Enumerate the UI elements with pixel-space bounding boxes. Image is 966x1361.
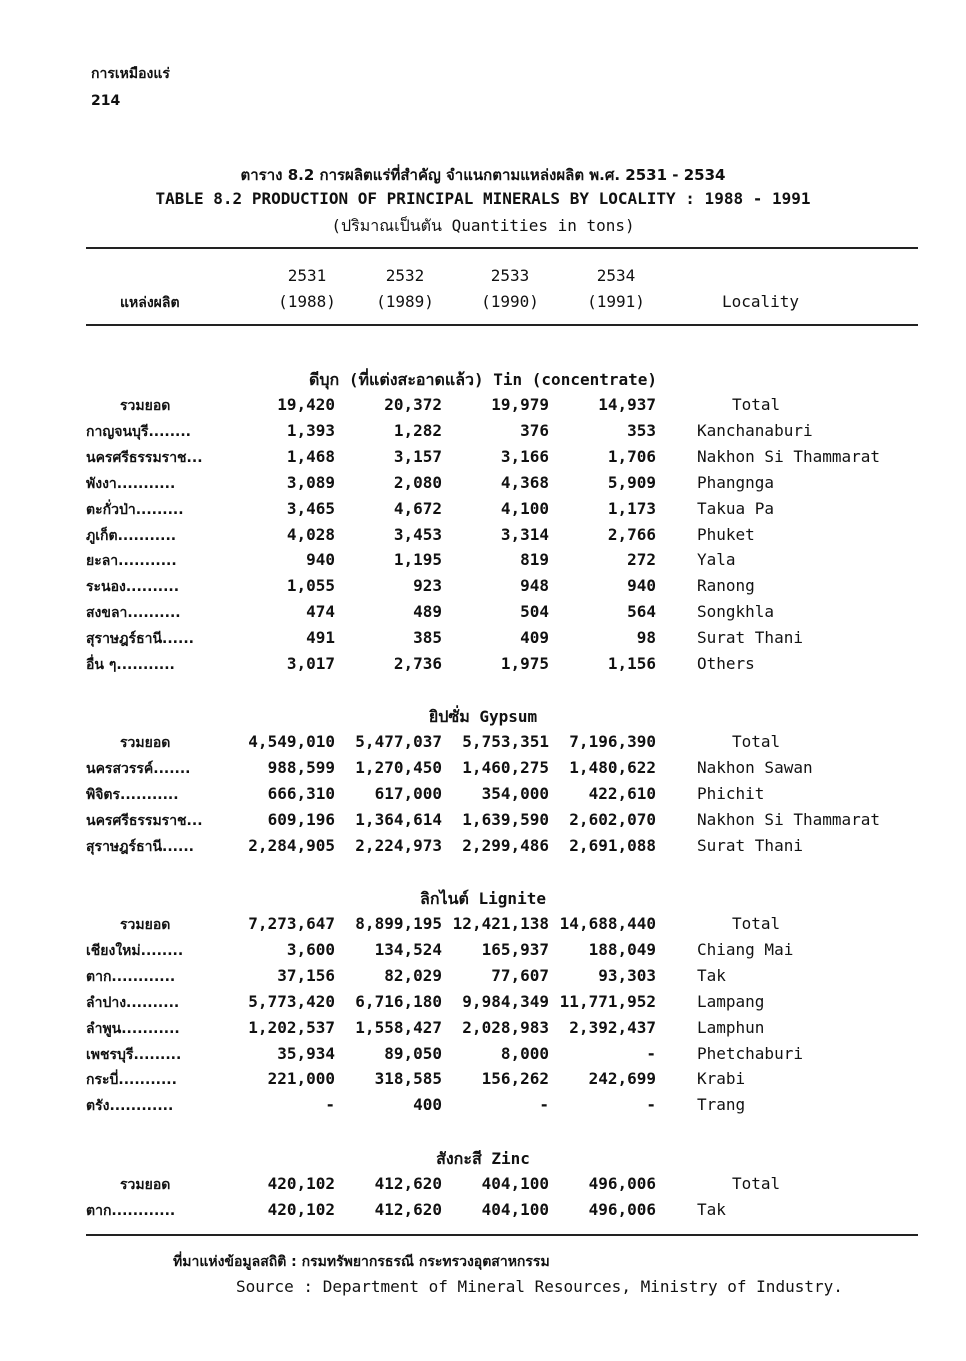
table-row — [0, 654, 966, 680]
value-cell: - — [646, 1043, 656, 1063]
english-locality-name: Total — [732, 395, 781, 414]
value-cell: 4,100 — [500, 498, 549, 518]
english-locality-name: Tak — [697, 965, 726, 985]
thai-locality-name: กาญจนบุรี........ — [86, 423, 191, 440]
col-thai-locality: แหล่งผลิต — [120, 295, 180, 311]
english-locality-name: Takua Pa — [697, 498, 775, 518]
value-cell: 2,691,088 — [569, 835, 656, 855]
english-locality-name: Phichit — [697, 783, 765, 803]
value-cell: 1,468 — [286, 446, 335, 466]
english-locality-name: Total — [732, 732, 781, 751]
table-row-total — [0, 1174, 966, 1200]
value-cell: 1,173 — [607, 498, 656, 518]
english-locality-name: Kanchanaburi — [697, 420, 813, 440]
source-thai: ที่มาแห่งข้อมูลสถิติ : กรมทรัพยากรธรณี กระทรวงอุตสาหกรรม — [173, 1254, 550, 1270]
value-cell: 940 — [627, 576, 656, 596]
thai-locality-name: ลำพูน........... — [86, 1020, 180, 1037]
value-cell: 11,771,952 — [559, 991, 656, 1011]
value-cell: 1,706 — [607, 446, 656, 466]
thai-locality-name: สงขลา.......... — [86, 605, 181, 622]
value-cell: 4,672 — [393, 498, 442, 518]
value-cell: 3,157 — [393, 446, 442, 466]
col-2531: 2531 — [287, 266, 327, 285]
thai-locality-name: นครศรีธรรมราช... — [86, 449, 203, 466]
section-title: สังกะสี Zinc — [436, 1149, 530, 1168]
english-locality-name: Phuket — [697, 524, 755, 544]
value-cell: 564 — [627, 602, 656, 622]
section-title: ลิกไนต์ Lignite — [420, 889, 546, 908]
table-row — [0, 628, 966, 654]
value-cell: 9,984,349 — [462, 991, 549, 1011]
value-cell: 7,196,390 — [569, 732, 656, 751]
value-cell: 98 — [636, 628, 656, 648]
page-number: 214 — [91, 93, 121, 109]
table-row — [0, 1069, 966, 1095]
table-row — [0, 1044, 966, 1070]
thai-locality-name: ตาก............ — [86, 968, 176, 985]
value-cell: 8,899,195 — [355, 914, 442, 933]
value-cell: 2,392,437 — [569, 1017, 656, 1037]
value-cell: 93,303 — [598, 965, 656, 985]
col-2534: 2534 — [596, 266, 636, 285]
top-rule — [86, 247, 918, 249]
thai-locality-name: เพชรบุรี......... — [86, 1046, 182, 1063]
value-cell: 272 — [627, 550, 656, 570]
table-row — [0, 473, 966, 499]
value-cell: 353 — [627, 420, 656, 440]
value-cell: 2,299,486 — [462, 835, 549, 855]
table-row — [0, 836, 966, 862]
value-cell: 8,000 — [500, 1043, 549, 1063]
thai-locality-name: รวมยอด — [120, 1177, 171, 1193]
english-locality-name: Tak — [697, 1199, 726, 1219]
value-cell: 318,585 — [374, 1069, 442, 1089]
table-row — [0, 602, 966, 628]
english-locality-name: Surat Thani — [697, 835, 803, 855]
value-cell: 404,100 — [481, 1174, 549, 1193]
value-cell: 3,600 — [286, 939, 335, 959]
thai-locality-name: กระบี่........... — [86, 1072, 177, 1089]
value-cell: 2,766 — [607, 524, 656, 544]
english-locality-name: Phangnga — [697, 472, 775, 492]
value-cell: 5,773,420 — [248, 991, 335, 1011]
value-cell: 385 — [413, 628, 442, 648]
value-cell: 134,524 — [374, 939, 442, 959]
value-cell: 354,000 — [481, 783, 549, 803]
value-cell: 409 — [520, 628, 549, 648]
value-cell: 242,699 — [588, 1069, 656, 1089]
thai-locality-name: ยะลา........... — [86, 553, 177, 570]
table-row — [0, 966, 966, 992]
value-cell: 420,102 — [267, 1199, 335, 1219]
value-cell: 400 — [413, 1095, 442, 1115]
value-cell: 2,736 — [393, 654, 442, 673]
table-units: (ปริมาณเป็นตัน Quantities in tons) — [331, 216, 635, 235]
value-cell: 14,688,440 — [559, 914, 656, 933]
value-cell: 420,102 — [267, 1174, 335, 1193]
english-locality-name: Nakhon Si Thammarat — [697, 446, 881, 466]
value-cell: - — [646, 1095, 656, 1115]
table-row — [0, 784, 966, 810]
value-cell: 923 — [413, 576, 442, 596]
col-1988: (1988) — [278, 292, 336, 311]
table-row — [0, 499, 966, 525]
value-cell: 1,195 — [393, 550, 442, 570]
thai-locality-name: นครสวรรค์....... — [86, 760, 191, 777]
value-cell: 1,270,450 — [355, 757, 442, 777]
value-cell: 1,558,427 — [355, 1017, 442, 1037]
header-rule — [86, 324, 918, 326]
thai-locality-name: พิจิตร........... — [86, 786, 179, 803]
english-locality-name: Lampang — [697, 991, 765, 1011]
table-row — [0, 1018, 966, 1044]
value-cell: 3,465 — [286, 498, 335, 518]
value-cell: 19,420 — [277, 395, 335, 414]
value-cell: 1,055 — [286, 576, 335, 596]
table-row — [0, 421, 966, 447]
english-locality-name: Surat Thani — [697, 628, 803, 648]
thai-locality-name: ลำปาง.......... — [86, 994, 180, 1011]
thai-locality-name: ตรัง............ — [86, 1098, 174, 1115]
value-cell: 82,029 — [384, 965, 442, 985]
value-cell: 19,979 — [491, 395, 549, 414]
value-cell: 617,000 — [374, 783, 442, 803]
value-cell: 12,421,138 — [452, 914, 549, 933]
value-cell: 3,453 — [393, 524, 442, 544]
bottom-rule — [86, 1234, 918, 1236]
english-locality-name: Total — [732, 1174, 781, 1193]
english-locality-name: Trang — [697, 1095, 746, 1115]
value-cell: 1,480,622 — [569, 757, 656, 777]
value-cell: 5,477,037 — [355, 732, 442, 751]
value-cell: 1,156 — [607, 654, 656, 673]
value-cell: 2,080 — [393, 472, 442, 492]
table-row — [0, 810, 966, 836]
value-cell: - — [325, 1095, 335, 1115]
value-cell: 1,364,614 — [355, 809, 442, 829]
value-cell: 165,937 — [481, 939, 549, 959]
value-cell: 37,156 — [277, 965, 335, 985]
value-cell: 89,050 — [384, 1043, 442, 1063]
value-cell: 77,607 — [491, 965, 549, 985]
value-cell: 2,602,070 — [569, 809, 656, 829]
value-cell: 3,017 — [286, 654, 335, 673]
value-cell: 20,372 — [384, 395, 442, 414]
table-row — [0, 992, 966, 1018]
value-cell: 5,909 — [607, 472, 656, 492]
value-cell: 988,599 — [267, 757, 335, 777]
value-cell: 496,006 — [588, 1174, 656, 1193]
value-cell: 4,368 — [500, 472, 549, 492]
english-locality-name: Nakhon Sawan — [697, 757, 813, 777]
value-cell: 412,620 — [374, 1174, 442, 1193]
value-cell: 1,202,537 — [248, 1017, 335, 1037]
table-row — [0, 447, 966, 473]
thai-locality-name: อื่น ๆ........... — [86, 657, 175, 673]
value-cell: 940 — [306, 550, 335, 570]
table-row-total — [0, 395, 966, 421]
value-cell: 14,937 — [598, 395, 656, 414]
value-cell: 156,262 — [481, 1069, 549, 1089]
english-locality-name: Total — [732, 914, 781, 933]
table-row — [0, 576, 966, 602]
value-cell: 1,460,275 — [462, 757, 549, 777]
value-cell: 489 — [413, 602, 442, 622]
english-locality-name: Lamphun — [697, 1017, 765, 1037]
table-row — [0, 940, 966, 966]
english-locality-name: Others — [697, 654, 755, 673]
value-cell: 422,610 — [588, 783, 656, 803]
col-2533: 2533 — [490, 266, 530, 285]
value-cell: 221,000 — [267, 1069, 335, 1089]
thai-locality-name: รวมยอด — [120, 917, 171, 933]
english-locality-name: Krabi — [697, 1069, 746, 1089]
thai-locality-name: สุราษฎร์ธานี...... — [86, 631, 194, 648]
page-header-title: การเหมืองแร่ — [91, 66, 170, 82]
value-cell: 948 — [520, 576, 549, 596]
table-row — [0, 758, 966, 784]
value-cell: 819 — [520, 550, 549, 570]
value-cell: 412,620 — [374, 1199, 442, 1219]
col-1991: (1991) — [587, 292, 645, 311]
thai-locality-name: พังงา........... — [86, 475, 176, 492]
table-row — [0, 1095, 966, 1121]
english-locality-name: Ranong — [697, 576, 755, 596]
col-1989: (1989) — [376, 292, 434, 311]
value-cell: 491 — [306, 628, 335, 648]
thai-locality-name: นครศรีธรรมราช... — [86, 812, 203, 829]
value-cell: - — [539, 1095, 549, 1115]
value-cell: 666,310 — [267, 783, 335, 803]
value-cell: 7,273,647 — [248, 914, 335, 933]
thai-locality-name: เชียงใหม่........ — [86, 942, 184, 959]
thai-locality-name: ตะกั่วป่า......... — [86, 501, 184, 518]
col-locality: Locality — [722, 292, 800, 311]
value-cell: 2,224,973 — [355, 835, 442, 855]
value-cell: 6,716,180 — [355, 991, 442, 1011]
table-row-total — [0, 914, 966, 940]
value-cell: 496,006 — [588, 1199, 656, 1219]
value-cell: 2,028,983 — [462, 1017, 549, 1037]
thai-locality-name: ตาก............ — [86, 1202, 176, 1219]
value-cell: 474 — [306, 602, 335, 622]
thai-locality-name: สุราษฎร์ธานี...... — [86, 838, 194, 855]
col-1990: (1990) — [481, 292, 539, 311]
value-cell: 609,196 — [267, 809, 335, 829]
table-row — [0, 525, 966, 551]
value-cell: 188,049 — [588, 939, 656, 959]
value-cell: 1,282 — [393, 420, 442, 440]
value-cell: 4,028 — [286, 524, 335, 544]
thai-locality-name: รวมยอด — [120, 398, 171, 414]
value-cell: 35,934 — [277, 1043, 335, 1063]
english-locality-name: Nakhon Si Thammarat — [697, 809, 881, 829]
table-title-english: TABLE 8.2 PRODUCTION OF PRINCIPAL MINERALS BY LOCALITY : 1988 - 1991 — [155, 189, 811, 208]
value-cell: 2,284,905 — [248, 835, 335, 855]
value-cell: 3,314 — [500, 524, 549, 544]
value-cell: 1,975 — [500, 654, 549, 673]
english-locality-name: Yala — [697, 550, 736, 570]
source-english: Source : Department of Mineral Resources, Ministry of Industry. — [236, 1277, 843, 1296]
table-row — [0, 550, 966, 576]
value-cell: 3,089 — [286, 472, 335, 492]
value-cell: 376 — [520, 420, 549, 440]
value-cell: 404,100 — [481, 1199, 549, 1219]
value-cell: 3,166 — [500, 446, 549, 466]
value-cell: 1,393 — [286, 420, 335, 440]
value-cell: 504 — [520, 602, 549, 622]
english-locality-name: Phetchaburi — [697, 1043, 803, 1063]
table-title-thai: ตาราง 8.2 การผลิตแร่ที่สำคัญ จำแนกตามแหล่งผลิต พ.ศ. 2531 - 2534 — [240, 166, 726, 184]
english-locality-name: Chiang Mai — [697, 939, 794, 959]
value-cell: 1,639,590 — [462, 809, 549, 829]
table-row — [0, 1200, 966, 1226]
thai-locality-name: ภูเก็ต........... — [86, 527, 177, 544]
thai-locality-name: รวมยอด — [120, 735, 171, 751]
section-title: ดีบุก (ที่แต่งสะอาดแล้ว) Tin (concentrate) — [308, 370, 658, 389]
col-2532: 2532 — [385, 266, 425, 285]
value-cell: 4,549,010 — [248, 732, 335, 751]
table-row-total — [0, 732, 966, 758]
value-cell: 5,753,351 — [462, 732, 549, 751]
english-locality-name: Songkhla — [697, 602, 775, 622]
thai-locality-name: ระนอง.......... — [86, 579, 180, 596]
section-title: ยิปซั่ม Gypsum — [428, 707, 538, 726]
